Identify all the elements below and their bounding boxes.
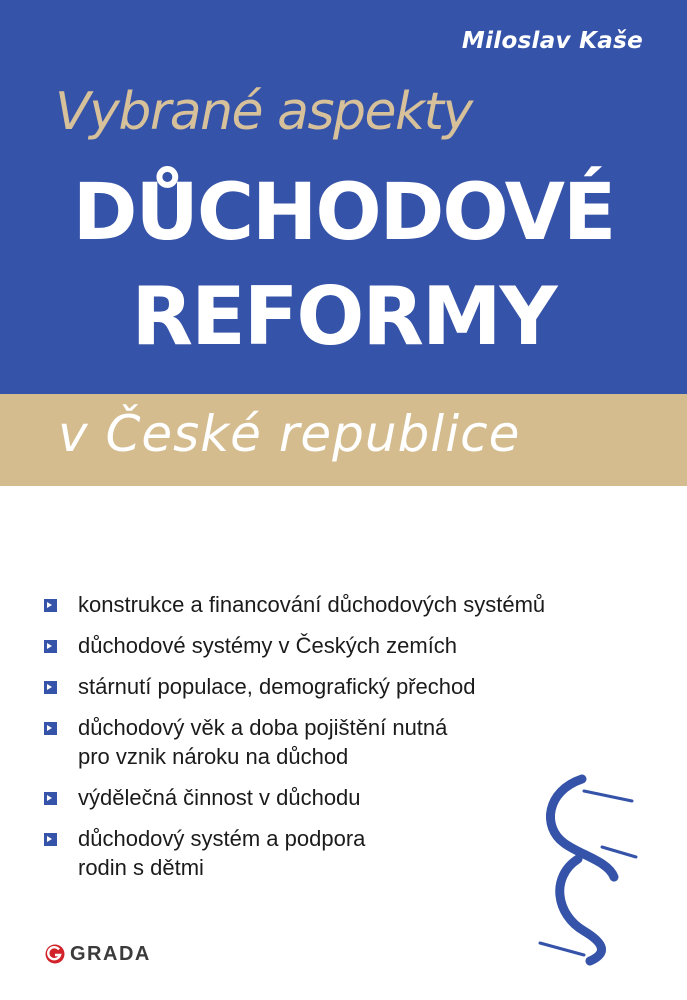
topic-text-continued: pro vznik nároku na důchod: [78, 744, 349, 769]
section-sign-icon: [520, 765, 660, 970]
topic-item: [44, 672, 604, 701]
topic-text: důchodové systémy v Českých zemích: [78, 633, 458, 658]
bullet-arrow-icon: [44, 792, 57, 805]
topic-item: [44, 590, 604, 619]
topic-text: výdělečná činnost v důchodu: [78, 785, 361, 810]
grada-logo-icon: [44, 943, 66, 965]
title-line-2: REFORMY: [131, 270, 556, 363]
title-line-1: DŮCHODOVÉ: [72, 168, 615, 258]
topic-text: stárnutí populace, demografický přechod: [78, 674, 476, 699]
subtitle-top: Vybrané aspekty: [55, 82, 472, 142]
topic-item: [44, 713, 604, 771]
bullet-arrow-icon: [44, 681, 57, 694]
bullet-arrow-icon: [44, 640, 57, 653]
topic-text: konstrukce a financování důchodových systémů: [78, 592, 546, 617]
bullet-arrow-icon: [44, 722, 57, 735]
author-name: Miloslav Kaše: [461, 28, 643, 54]
publisher-logo: [44, 943, 224, 969]
topic-text-continued: rodin s dětmi: [78, 855, 204, 880]
bullet-arrow-icon: [44, 599, 57, 612]
topic-text: důchodový věk a doba pojištění nutná: [78, 715, 448, 740]
topic-text: důchodový systém a podpora: [78, 826, 366, 851]
topic-item: [44, 631, 604, 660]
bullet-arrow-icon: [44, 833, 57, 846]
publisher-name: GRADA: [70, 943, 151, 965]
title-band-text: v České republice: [58, 405, 521, 463]
